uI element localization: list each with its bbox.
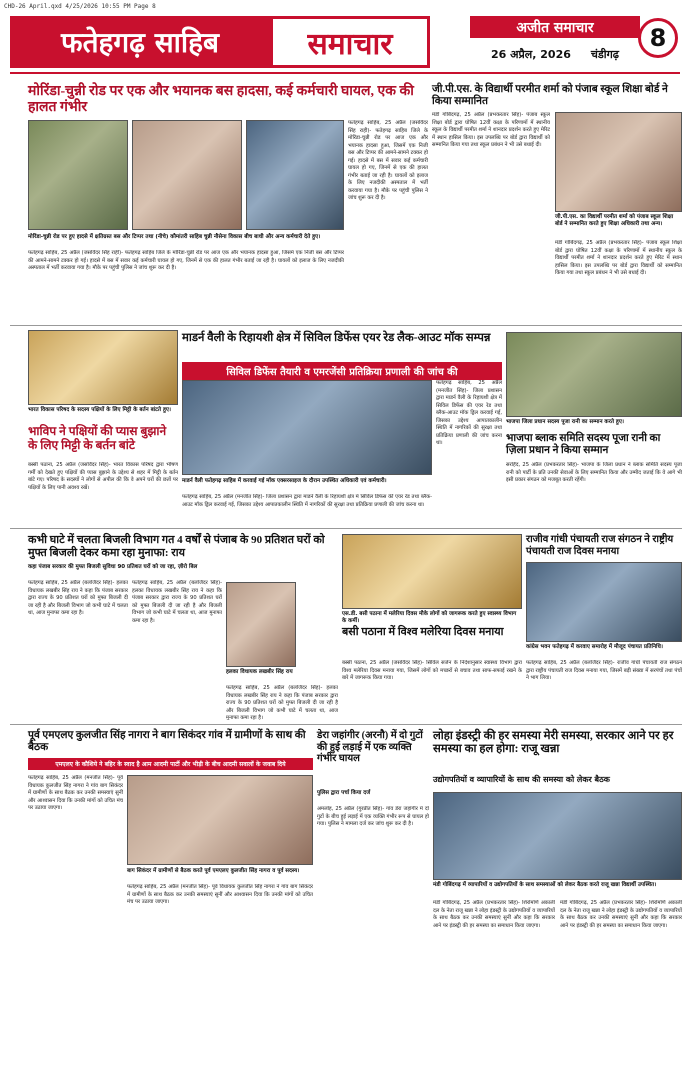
section-title-samachar: समाचार [270, 16, 430, 68]
bhajpa-caption: भाजपा जिला प्रधान सदस्य पूजा रानी का सम्मान करते हुए। [506, 419, 624, 425]
pseb-caption: जी.पी.एस. का विद्यार्थी परमीत शर्मा को पंजाब स्कूल शिक्षा बोर्ड ने सम्मानित करते हुए शिक्षा अधिकारी तथा अन्य। [555, 214, 674, 227]
bhajpa-headline: भाजपा ब्लाक समिति सदस्य पूजा रानी का ज़िला प्रधान ने किया सम्मान [506, 433, 661, 457]
issue-date: 26 अप्रैल, 2026 [491, 47, 571, 61]
bus-accident-photo [28, 120, 128, 230]
bhajpa-photo [506, 332, 682, 417]
power-body: फतेहगढ़ साहिब, 25 अप्रैल (बलजिंदर सिंह)- हलका विधायक लखबीर सिंह राय ने कहा कि पंजाब सरकार द्वारा राज्य के 90 प्रतिशत घरों को मुफ्त बिजली दी जा रही है और बिजली विभाग जो कभी घाटे में चलता था, आज मुनाफा कमा रहा है। [28, 580, 128, 616]
malaria-caption: एस.डी. बसी पठाना में मलेरिया दिवस मौके लोगों को जागरूक करते हुए स्वास्थ्य विभाग के कर्मी। [342, 611, 517, 624]
power-body-col3: फतेहगढ़ साहिब, 25 अप्रैल (बलजिंदर सिंह)- हलका विधायक लखबीर सिंह राय ने कहा कि पंजाब सरकार द्वारा राज्य के 90 प्रतिशत घरों को मुफ्त बिजली दी जा रही है और बिजली विभाग जो कभी घाटे में चलता था, आज मुनाफा कमा रहा है। [226, 685, 338, 720]
pseb-body-col2: मंडी गोबिंदगढ़, 25 अप्रैल (प्रभकरतार सिंह)- पंजाब स्कूल शिक्षा बोर्ड द्वारा घोषित 12वीं कक्षा के परिणामों में स्थानीय स्कूल के विद्यार्थी परमीत शर्मा ने शानदार प्रदर्शन करते हुए मेरिट में स्थान हासिल किया। इस उपलब्धि पर बोर्ड द्वारा विद्यार्थी को सम्मानित किया गया तथा स्कूल प्रबंधन ने भी उसे बधाई दी। [555, 240, 682, 276]
page-number: 8 [638, 18, 678, 58]
mockdrill-photo [182, 380, 432, 475]
industry-caption: मंडी गोबिंदगढ़ में व्यापारियों व उद्योगपतियों के साथ समस्याओं को लेकर बैठक करते राजू खन्ना विद्यार्थी उपस्थित। [433, 882, 657, 888]
bus-accident-caption: मोरिंडा-चुन्नी रोड पर हुए हादसे में क्षतिग्रस्त बस और टिप्पर तथा (नीचे) कौमांतरी साहिब चुन्नी नौसेना विकास बीच बाधी और अन्य कर्मचारी देते हुए। [28, 234, 321, 240]
meeting-body-col2: फतेहगढ़ साहिब, 25 अप्रैल (मनजीत सिंह)- पूर्व विधायक कुलजीत सिंह नागरा ने गांव बाग सिकंदर में ग्रामीणों के साथ बैठक कर उनकी समस्याएं सुनीं और आश्वासन दिया कि उनकी मांगों को उचित मंच पर उठाया जाएगा। [127, 884, 313, 905]
bus-accident-photo-3 [246, 120, 344, 230]
panchayat-photo [526, 562, 682, 642]
pseb-headline: जी.पी.एस. के विद्यार्थी परमीत शर्मा को पंजाब स्कूल शिक्षा बोर्ड ने किया सम्मानित [432, 84, 668, 108]
mockdrill-subhead: सिविल डिफेंस तैयारी व एमरजेंसी प्रतिक्रिया प्रणाली की जांच की [182, 362, 502, 380]
pseb-photo [555, 112, 682, 212]
mla-portrait [226, 582, 296, 667]
dateline [470, 44, 640, 64]
power-caption: हलका विधायक लखबीर सिंह राय [226, 669, 293, 675]
birds-photo [28, 330, 178, 405]
malaria-body: बस्सी पठाना, 25 अप्रैल (जसविंदर सिंह)- सिविल सर्जन के निर्देशानुसार स्वास्थ्य विभाग द्वारा विश्व मलेरिया दिवस मनाया गया, जिसमें लोगों को मच्छरों से बचाव तथा साफ-सफाई रखने के बारे में जागरूक किया गया। [342, 660, 522, 681]
power-subhead: कहा पंजाब सरकार की मुफ्त बिजली सुविधा 90 प्रतिशत घरों को जा रहा, ज़ीरो बिल [28, 564, 198, 570]
panchayat-caption: कांग्रेस भवन फतेहगढ़ में करवाए समारोह में मौजूद पंचायत प्रतिनिधि। [526, 644, 663, 650]
malaria-photo [342, 534, 522, 609]
masthead-right [430, 16, 680, 68]
industry-photo [433, 792, 682, 880]
bhajpa-body: सरहिंद, 25 अप्रैल (प्रभकरतार सिंह)- भाजपा के जिला प्रधान ने ब्लाक समिति सदस्य पूजा रानी को पार्टी के प्रति उनकी सेवाओं के लिए सम्मानित किया और उम्मीद जताई कि वे आगे भी इसी प्रकार संगठन को मजबूत करती रहेंगी। [506, 462, 682, 483]
industry-headline: लोहा इंडस्ट्री की हर समस्या मेरी समस्या, सरकार आने पर हर समस्या का हल होगा: राजू खन्ना [433, 730, 674, 756]
section-divider-2 [10, 528, 682, 529]
dera-headline: डेरा जहांगीर (अरनौ) में दो गुटों की हुई लड़ाई में एक व्यक्ति गंभीर घायल [317, 730, 423, 764]
masthead-rule [10, 72, 680, 74]
mockdrill-body-col2: फतेहगढ़ साहिब, 25 अप्रैल (मनजीत सिंह)- जिला प्रशासन द्वारा माडर्न वैली के रिहायशी क्षेत्र में सिविल डिफेंस की एयर रेड तथा ब्लैक-आउट मॉक ड्रिल करवाई गई, जिसका उद्देश्य आपातकालीन स्थिति में नागरिकों की सुरक्षा तथा प्रतिक्रिया प्रणाली की जांच करना था। [436, 380, 502, 446]
panchayat-body: फतेहगढ़ साहिब, 25 अप्रैल (बलजिंदर सिंह)- राजीव गांधी पंचायती राज संगठन द्वारा राष्ट्रीय पंचायती राज दिवस मनाया गया, जिसमें बड़ी संख्या में सरपंचों तथा पंचों ने भाग लिया। [526, 660, 682, 681]
meeting-subhead: एमएलए के कौशिये ने बहिर के स्वाद है आम आदमी पार्टी और भीड़ी के बीच आदमी सवालों के जवाब दिये [28, 758, 313, 770]
power-body-col2: फतेहगढ़ साहिब, 25 अप्रैल (बलजिंदर सिंह)- हलका विधायक लखबीर सिंह राय ने कहा कि पंजाब सरकार द्वारा राज्य के 90 प्रतिशत घरों को मुफ्त बिजली दी जा रही है और बिजली विभाग जो कभी घाटे में चलता था, आज मुनाफा कमा रहा है। [132, 580, 222, 624]
meeting-body: फतेहगढ़ साहिब, 25 अप्रैल (मनजीत सिंह)- पूर्व विधायक कुलजीत सिंह नागरा ने गांव बाग सिकंदर में ग्रामीणों के साथ बैठक कर उनकी समस्याएं सुनीं और आश्वासन दिया कि उनकी मांगों को उचित मंच पर उठाया जाएगा। [28, 775, 123, 811]
dera-subhead: पुलिस द्वारा पर्चा किया दर्ज [317, 790, 371, 796]
mockdrill-body: फतेहगढ़ साहिब, 25 अप्रैल (मनजीत सिंह)- जिला प्रशासन द्वारा माडर्न वैली के रिहायशी क्षेत्र में सिविल डिफेंस की एयर रेड तथा ब्लैक-आउट मॉक ड्रिल करवाई गई, जिसका उद्देश्य आपातकालीन स्थिति में नागरिकों की सुरक्षा तथा प्रतिक्रिया प्रणाली की जांच करना था। [182, 494, 432, 508]
birds-caption: भारत विकास परिषद के सदस्य पक्षियों के लिए मिट्टी के बर्तन बांटते हुए। [28, 407, 172, 413]
industry-body: मंडी गोबिंदगढ़, 25 अप्रैल (प्रभकरतार सिंह)- शिरोमणि अकाली दल के नेता राजू खन्ना ने लोहा इंडस्ट्री के उद्योगपतियों व व्यापारियों के साथ बैठक कर उनकी समस्याएं सुनीं और कहा कि सरकार आने पर इंडस्ट्री की हर समस्या का समाधान किया जाएगा। [433, 900, 555, 929]
section-divider-1 [10, 325, 682, 326]
bus-accident-body: फतेहगढ़ साहिब, 25 अप्रैल (जसविंदर सिंह राही)- फतेहगढ़ साहिब जिले के मोरिंडा-चुन्नी रोड पर आज एक और भयानक हादसा हुआ, जिसमें एक निजी बस और टिप्पर की आमने-सामने टक्कर हो गई। हादसे में बस में सवार कई कर्मचारी घायल हो गए, जिनमें से एक की हालत गंभीर बताई जा रही है। घायलों को इलाज के लिए नजदीकी अस्पताल में भर्ती करवाया गया है। मौके पर पहुंची पुलिस ने जांच शुरू कर दी है। [28, 250, 344, 271]
malaria-headline: बसी पठाना में विश्व मलेरिया दिवस मनाया [342, 626, 504, 638]
file-info-line: CHD-26 April.qxd 4/25/2026 10:55 PM Page 8 [4, 3, 156, 10]
dera-body: अमलोह, 25 अप्रैल (गुरप्रीत सिंह)- गांव डेरा जहांगीर में दो गुटों के बीच हुई लड़ाई में एक व्यक्ति गंभीर रूप से घायल हो गया। पुलिस ने मामला दर्ज कर जांच शुरू कर दी है। [317, 806, 429, 827]
pseb-body: मंडी गोबिंदगढ़, 25 अप्रैल (प्रभकरतार सिंह)- पंजाब स्कूल शिक्षा बोर्ड द्वारा घोषित 12वीं कक्षा के परिणामों में स्थानीय स्कूल के विद्यार्थी परमीत शर्मा ने शानदार प्रदर्शन करते हुए मेरिट में स्थान हासिल किया। इस उपलब्धि पर बोर्ड द्वारा विद्यार्थी को सम्मानित किया गया तथा स्कूल प्रबंधन ने भी उसे बधाई दी। [432, 112, 550, 148]
issue-city: चंडीगढ़ [590, 47, 619, 61]
birds-body: बस्सी पठाना, 25 अप्रैल (जसविंदर सिंह)- भारत विकास परिषद द्वारा भीषण गर्मी को देखते हुए पक्षियों की प्यास बुझाने के उद्देश्य से शहर में मिट्टी के बर्तन बांटे गए। परिषद के सदस्यों ने लोगों से अपील की कि वे अपने घरों की छतों पर पक्षियों के लिए पानी अवश्य रखें। [28, 462, 178, 491]
meeting-photo [127, 775, 313, 865]
bus-accident-body-col2: फतेहगढ़ साहिब, 25 अप्रैल (जसविंदर सिंह राही)- फतेहगढ़ साहिब जिले के मोरिंडा-चुन्नी रोड पर आज एक और भयानक हादसा हुआ, जिसमें एक निजी बस और टिप्पर की आमने-सामने टक्कर हो गई। हादसे में बस में सवार कई कर्मचारी घायल हो गए, जिनमें से एक की हालत गंभीर बताई जा रही है। घायलों को इलाज के लिए नजदीकी अस्पताल में भर्ती करवाया गया है। मौके पर पहुंची पुलिस ने जांच शुरू कर दी है। [348, 120, 428, 201]
mockdrill-caption: माडर्न वैली फतेहगढ़ साहिब में करवाई गई मॉक एक्सरसाइज के दौरान उपस्थित अधिकारी एवं कर्मचारी। [182, 478, 387, 484]
industry-body-col2: मंडी गोबिंदगढ़, 25 अप्रैल (प्रभकरतार सिंह)- शिरोमणि अकाली दल के नेता राजू खन्ना ने लोहा इंडस्ट्री के उद्योगपतियों व व्यापारियों के साथ बैठक कर उनकी समस्याएं सुनीं और कहा कि सरकार आने पर इंडस्ट्री की हर समस्या का समाधान किया जाएगा। [560, 900, 682, 929]
bus-accident-photo-2 [132, 120, 242, 230]
industry-subhead: उद्योगपतियों व व्यापारियों के साथ की समस्या को लेकर बैठक [433, 775, 610, 784]
birds-headline: भाविप ने पक्षियों की प्यास बुझाने के लिए मिट्टी के बर्तन बांटे [28, 424, 167, 452]
mockdrill-headline: माडर्न वैली के रिहायशी क्षेत्र में सिविल डिफेंस एयर रेड लैक-आउट मॉक सम्पन्न [182, 332, 491, 344]
meeting-caption: बाग सिकंदर में ग्रामीणों से बैठक करते पूर्व एमएलए कुलजीत सिंह नागरा व पूर्व सदस्य। [127, 868, 300, 874]
panchayat-headline: राजीव गांधी पंचायती राज संगठन ने राष्ट्रीय पंचायती राज दिवस मनाया [526, 534, 674, 557]
meeting-headline: पूर्व एमएलए कुलजीत सिंह नागरा ने बाग सिकंदर गांव में ग्रामीणों के साथ की बैठक [28, 730, 306, 754]
bus-accident-headline: मोरिंडा-चुन्नी रोड पर एक और भयानक बस हादसा, कई कर्मचारी घायल, एक की हालत गंभीर [28, 84, 414, 116]
newspaper-brand: अजीत समाचार [470, 16, 640, 38]
section-title: फतेहगढ़ साहिब [10, 16, 270, 68]
section-divider-3 [10, 724, 682, 725]
power-headline: कभी घाटे में चलता बिजली विभाग गत 4 वर्षों से पंजाब के 90 प्रतिशत घरों को मुफ्त बिजली देकर कमा रहा मुनाफा: राय [28, 534, 325, 559]
